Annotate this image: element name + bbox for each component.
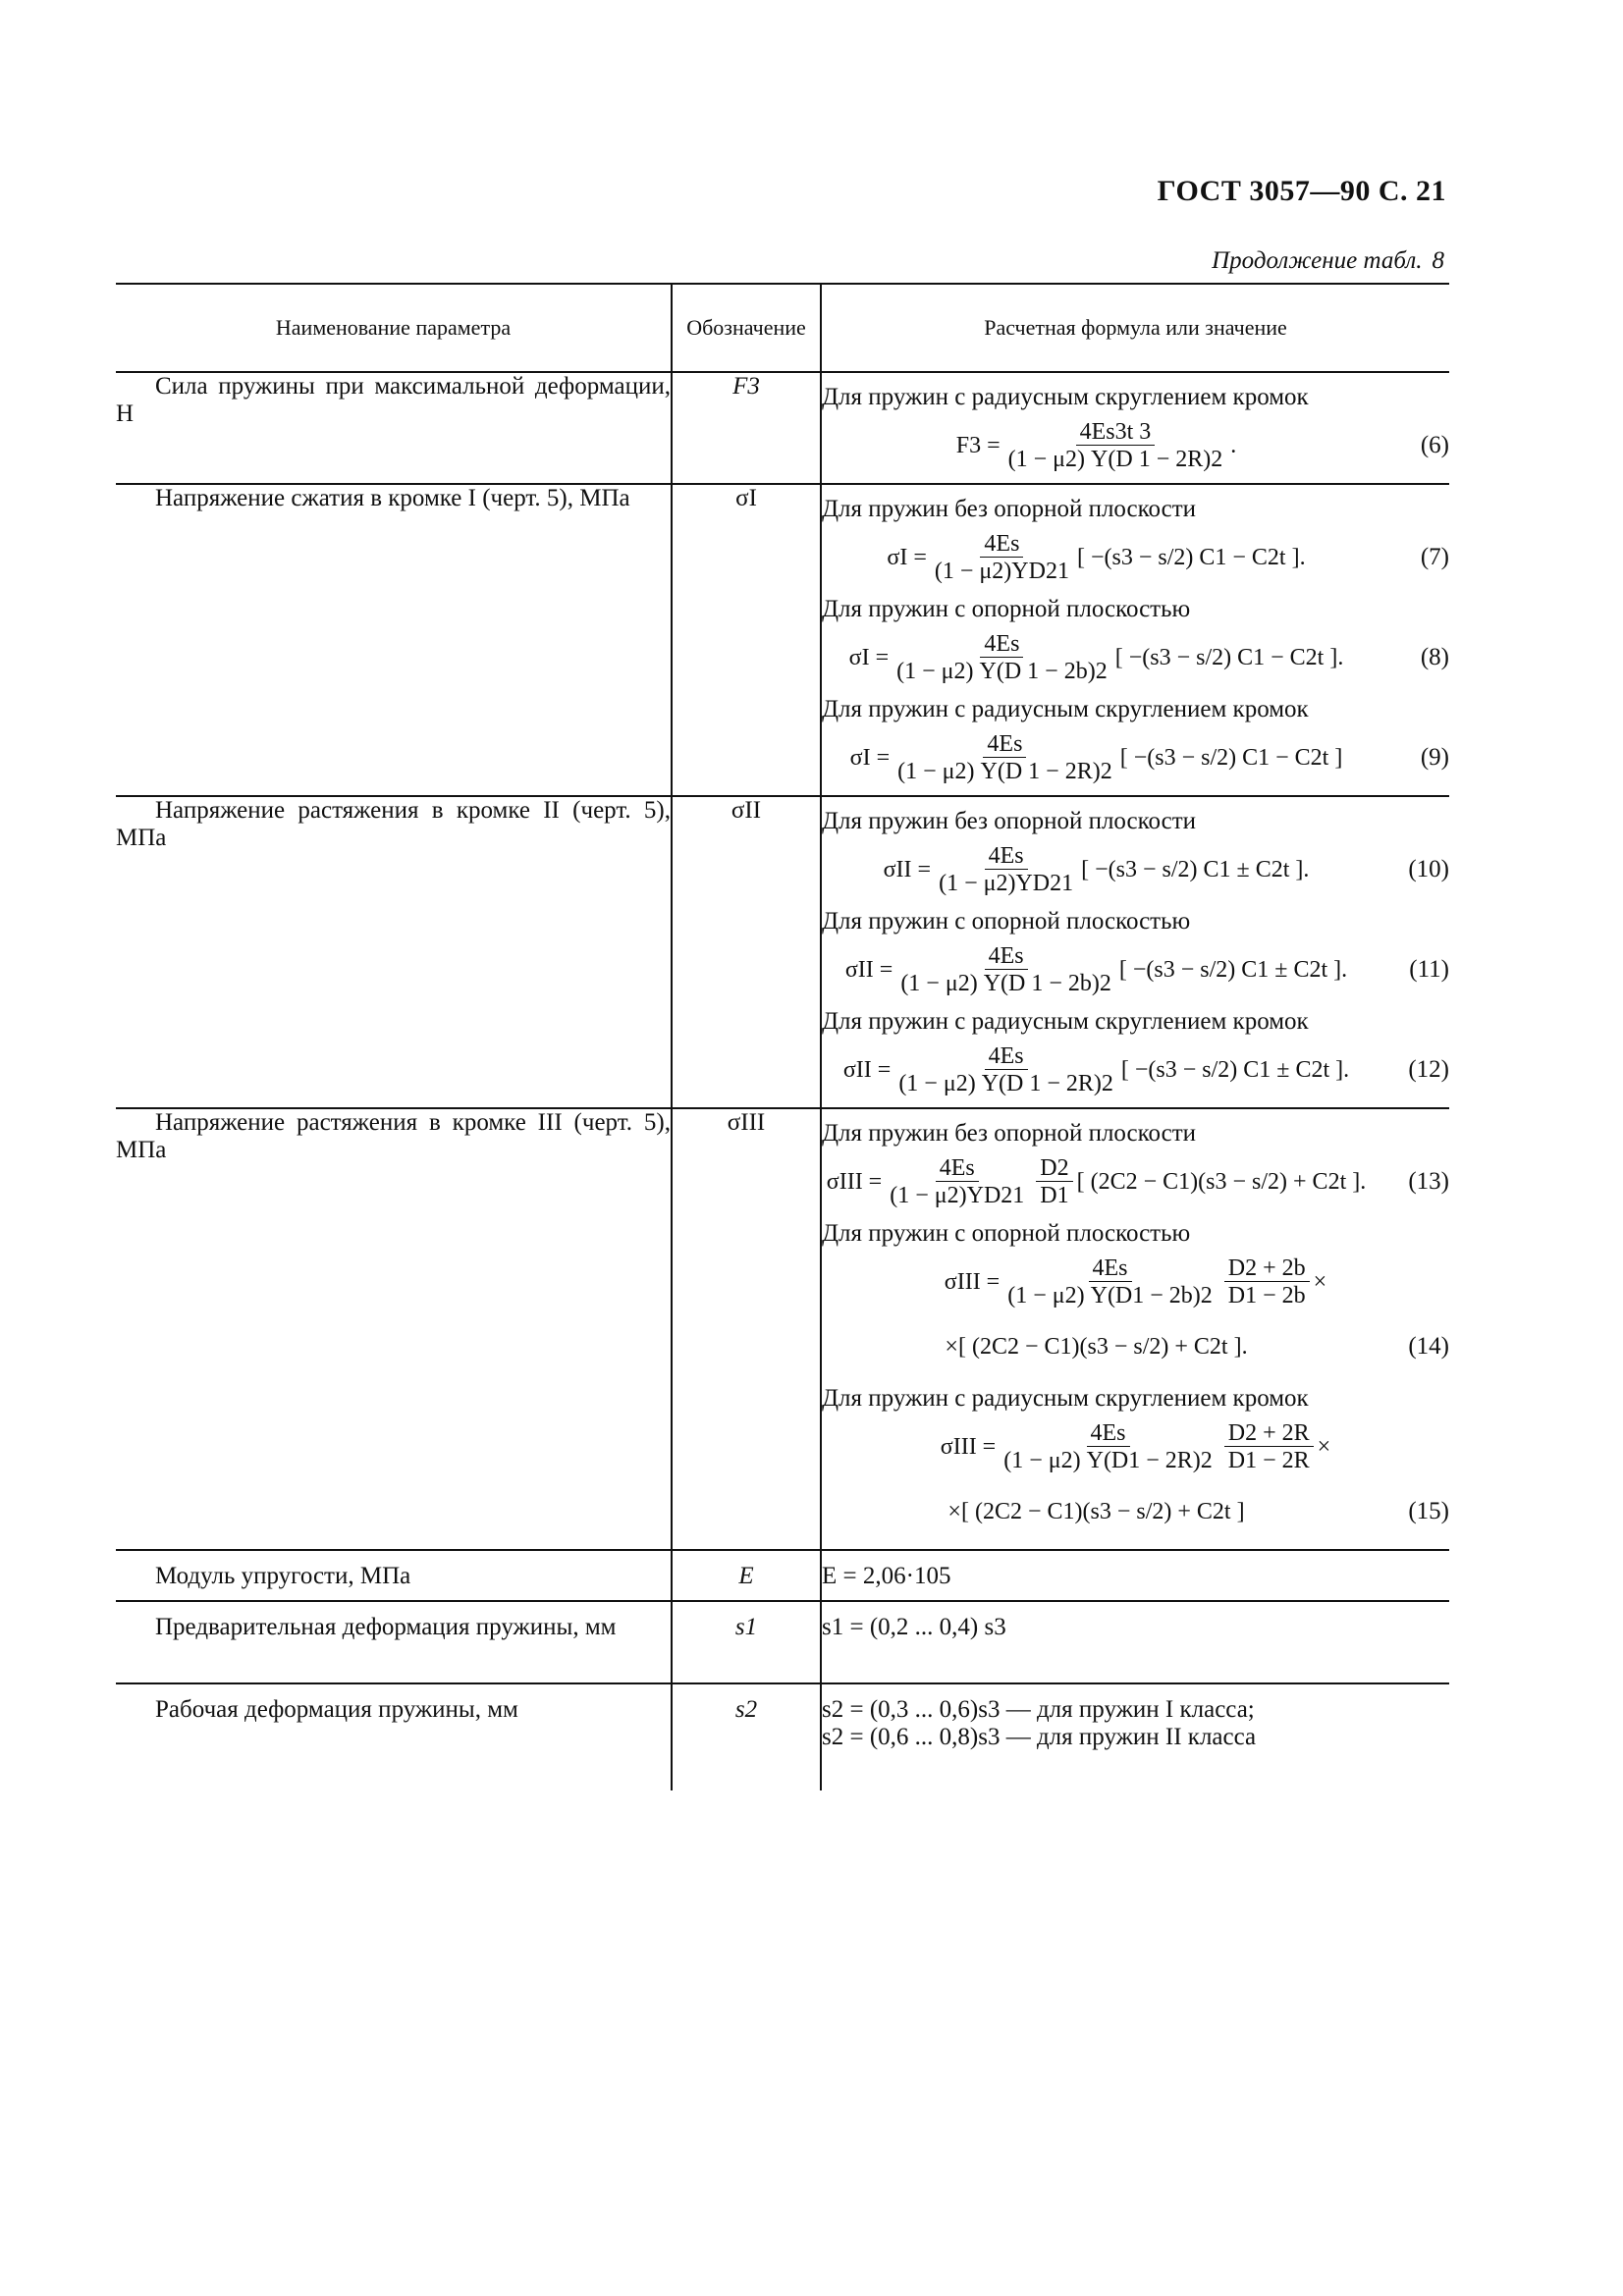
- formula-expression: [822, 1420, 1449, 1474]
- formula-cell: [821, 372, 1449, 484]
- formula-expression: [822, 419, 1371, 473]
- fraction: [896, 943, 1115, 997]
- denominator: (1 − μ2)YD21: [939, 870, 1074, 896]
- math: [827, 1155, 1366, 1209]
- formula-tail: .: [1230, 432, 1237, 458]
- math: [945, 1334, 1247, 1361]
- formula-expression: [822, 731, 1371, 785]
- equation-number: (7): [1420, 544, 1449, 570]
- formula: [822, 630, 1449, 685]
- param-symbol: s2: [672, 1683, 821, 1790]
- formula-continuation: [822, 1484, 1449, 1539]
- denominator: D1 − 2R: [1227, 1447, 1310, 1473]
- formula-intro: Для пружин без опорной плоскости: [822, 1120, 1197, 1147]
- formula-bracket: ×[ (2C2 − C1)(s3 − s/2) + C2t ]: [947, 1498, 1245, 1524]
- formula: [822, 942, 1449, 997]
- formula-tail: .: [1241, 1333, 1248, 1360]
- equation-number: (12): [1408, 1056, 1449, 1083]
- fraction: [893, 631, 1111, 685]
- denominator: D1: [1040, 1182, 1069, 1208]
- numerator: 4Es: [980, 531, 1023, 558]
- formula-expression: [822, 1255, 1449, 1309]
- formula-expression: [822, 531, 1371, 585]
- denominator: D1 − 2b: [1227, 1282, 1306, 1308]
- formula-tail: ×: [1313, 1268, 1327, 1295]
- fraction: [886, 1155, 1028, 1209]
- numerator: D2 + 2b: [1224, 1255, 1310, 1282]
- numerator: 4Es: [985, 943, 1028, 970]
- formula-expression: [822, 843, 1371, 897]
- formula-tail: ×: [1317, 1433, 1331, 1460]
- math: [849, 631, 1344, 685]
- denominator: (1 − μ2)YD21: [934, 558, 1069, 584]
- equation-number: (9): [1420, 744, 1449, 771]
- column-header-symbol: Обозначение: [672, 284, 821, 372]
- formula-intro: Для пружин с радиусным скруглением кромок: [822, 1008, 1309, 1035]
- denominator: (1 − μ2) Y(D1 − 2b)2: [1007, 1282, 1213, 1308]
- formula: [822, 418, 1449, 473]
- formula: [822, 842, 1449, 897]
- formula-bracket: [ (2C2 − C1)(s3 − s/2) + C2t ]: [1076, 1168, 1361, 1195]
- table-row: [116, 1601, 1449, 1683]
- fraction: [893, 731, 1116, 785]
- math: [884, 843, 1310, 897]
- formula-lhs: σII =: [883, 856, 932, 882]
- param-value: s1 = (0,2 ... 0,4) s3: [821, 1601, 1449, 1683]
- formula-intro: Для пружин с опорной плоскостью: [822, 1220, 1191, 1247]
- formula-expression: [822, 1334, 1371, 1361]
- formula-intro: Для пружин без опорной плоскости: [822, 808, 1197, 834]
- math: [843, 1043, 1349, 1097]
- numerator: 4Es: [1089, 1255, 1132, 1282]
- denominator: (1 − μ2) Y(D1 − 2R)2: [1003, 1447, 1213, 1473]
- fraction: [931, 531, 1073, 585]
- equation-number: (10): [1408, 856, 1449, 882]
- formula: [822, 730, 1449, 785]
- formula-lhs: σIII =: [940, 1433, 997, 1460]
- formula-tail: .: [1337, 644, 1344, 670]
- formula-tail: .: [1303, 856, 1310, 882]
- formula-tail: .: [1341, 956, 1348, 983]
- param-value-line: s2 = (0,3 ... 0,6)s3 — для пружин I класса;: [822, 1696, 1255, 1723]
- math: [887, 531, 1305, 585]
- param-name: Модуль упругости, МПа: [116, 1550, 672, 1601]
- equation-number: (6): [1420, 432, 1449, 458]
- formula: [822, 1255, 1449, 1309]
- numerator: 4Es3t 3: [1076, 419, 1156, 446]
- formula-bracket: [ −(s3 − s/2) C1 − C2t ]: [1114, 644, 1338, 670]
- formula-bracket: [ −(s3 − s/2) C1 ± C2t ]: [1118, 956, 1342, 983]
- formula-tail: .: [1299, 544, 1306, 570]
- math: [956, 419, 1236, 473]
- numerator: 4Es: [985, 1043, 1028, 1070]
- formula-tail: .: [1343, 1056, 1350, 1083]
- param-symbol: F3: [672, 372, 821, 484]
- formula-intro: Для пружин с радиусным скруглением кромок: [822, 1385, 1309, 1412]
- formula-intro: Для пружин без опорной плоскости: [822, 496, 1197, 522]
- formula-intro: Для пружин с опорной плоскостью: [822, 596, 1191, 622]
- param-name: Напряжение сжатия в кромке I (черт. 5), МПа: [116, 484, 672, 796]
- math: [941, 1420, 1330, 1474]
- formula-expression: [822, 1155, 1371, 1209]
- formula: [822, 1042, 1449, 1097]
- formula-continuation: [822, 1319, 1449, 1374]
- equation-number: (8): [1420, 644, 1449, 670]
- denominator: (1 − μ2)YD21: [890, 1182, 1025, 1208]
- equation-number: (15): [1408, 1498, 1449, 1524]
- formula-lhs: σIII =: [944, 1268, 1001, 1295]
- formula-expression: [822, 1499, 1371, 1525]
- param-symbol: σII: [672, 796, 821, 1108]
- formula-lhs: σII =: [842, 1056, 892, 1083]
- param-name: Сила пружины при максимальной деформации, Н: [116, 372, 672, 484]
- numerator: D2 + 2R: [1224, 1420, 1314, 1447]
- param-symbol: σIII: [672, 1108, 821, 1550]
- formula-cell: [821, 796, 1449, 1108]
- table-row: [116, 1550, 1449, 1601]
- param-value-line: s2 = (0,6 ... 0,8)s3 — для пружин II класса: [822, 1724, 1257, 1750]
- column-header-name: Наименование параметра: [116, 284, 672, 372]
- fraction: [1224, 1255, 1310, 1309]
- param-name: Напряжение растяжения в кромке III (черт. 5), МПа: [116, 1108, 672, 1550]
- denominator: (1 − μ2) Y(D 1 − 2b)2: [896, 658, 1108, 684]
- table-row: [116, 484, 1449, 796]
- numerator: D2: [1036, 1155, 1072, 1182]
- math: [850, 731, 1343, 785]
- column-header-formula: Расчетная формула или значение: [821, 284, 1449, 372]
- formula-bracket: [ −(s3 − s/2) C1 − C2t ]: [1076, 544, 1300, 570]
- formula-cell: [821, 1108, 1449, 1550]
- formula-intro: Для пружин с опорной плоскостью: [822, 908, 1191, 934]
- fraction: [935, 843, 1077, 897]
- numerator: 4Es: [980, 631, 1023, 658]
- fraction: [894, 1043, 1117, 1097]
- page-header: ГОСТ 3057—90 С. 21: [1157, 175, 1446, 207]
- formula-lhs: σI =: [849, 744, 891, 771]
- denominator: (1 − μ2) Y(D 1 − 2R)2: [897, 758, 1112, 784]
- param-symbol: σI: [672, 484, 821, 796]
- denominator: (1 − μ2) Y(D 1 − 2R)2: [898, 1070, 1113, 1096]
- equation-number: (13): [1408, 1168, 1449, 1195]
- numerator: 4Es: [936, 1155, 979, 1182]
- formula-lhs: σII =: [844, 956, 893, 983]
- fraction: [1004, 419, 1227, 473]
- denominator: (1 − μ2) Y(D 1 − 2R)2: [1007, 446, 1223, 472]
- param-symbol: E: [672, 1550, 821, 1601]
- formula-tail: .: [1360, 1168, 1367, 1195]
- fraction: [1036, 1155, 1072, 1209]
- formula-cell: [821, 484, 1449, 796]
- formula-bracket: [ −(s3 − s/2) C1 ± C2t ]: [1081, 856, 1304, 882]
- formula-bracket: ×[ (2C2 − C1)(s3 − s/2) + C2t ]: [945, 1333, 1242, 1360]
- formula-intro: Для пружин с радиусным скруглением кромок: [822, 696, 1309, 722]
- numerator: 4Es: [983, 731, 1026, 758]
- formula-bracket: [ −(s3 − s/2) C1 − C2t ]: [1119, 744, 1343, 771]
- denominator: (1 − μ2) Y(D 1 − 2b)2: [900, 970, 1111, 996]
- formula-lhs: σIII =: [826, 1168, 883, 1195]
- formula-expression: [822, 943, 1371, 997]
- formula-intro: Для пружин с радиусным скруглением кромок: [822, 384, 1309, 410]
- param-name: Рабочая деформация пружины, мм: [155, 1696, 518, 1723]
- table-row: [116, 1108, 1449, 1550]
- table-row: [116, 1683, 1449, 1790]
- formula-lhs: F3 =: [955, 432, 1001, 458]
- fraction: [1003, 1255, 1217, 1309]
- formula-expression: [822, 631, 1371, 685]
- param-symbol: s1: [672, 1601, 821, 1683]
- formula-expression: [822, 1043, 1371, 1097]
- param-name: Напряжение растяжения в кромке II (черт. 5), МПа: [116, 796, 672, 1108]
- formula: [822, 530, 1449, 585]
- formula-lhs: σI =: [848, 644, 890, 670]
- numerator: 4Es: [985, 843, 1028, 870]
- equation-number: (11): [1409, 956, 1449, 983]
- math: [845, 943, 1347, 997]
- formula: [822, 1419, 1449, 1474]
- equation-number: (14): [1408, 1333, 1449, 1360]
- fraction: [1224, 1420, 1314, 1474]
- numerator: 4Es: [1087, 1420, 1130, 1447]
- table-row: [116, 796, 1449, 1108]
- table-header-row: [116, 284, 1449, 372]
- fraction: [1000, 1420, 1217, 1474]
- formula-bracket: [ −(s3 − s/2) C1 ± C2t ]: [1120, 1056, 1344, 1083]
- param-value: [821, 1683, 1449, 1790]
- param-name: Предварительная деформация пружины, мм: [116, 1601, 672, 1683]
- param-value: E = 2,06·105: [821, 1550, 1449, 1601]
- table-row: [116, 372, 1449, 484]
- formula: [822, 1154, 1449, 1209]
- math: [947, 1499, 1244, 1525]
- math: [945, 1255, 1326, 1309]
- table-continuation: Продолжение табл. 8: [1212, 247, 1444, 274]
- parameters-table: [116, 283, 1449, 1790]
- formula-lhs: σI =: [887, 544, 927, 570]
